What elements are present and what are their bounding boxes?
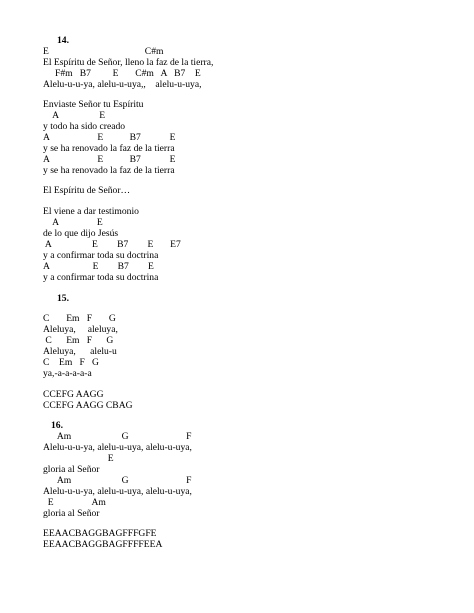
note-line: CCEFG AAGG CBAG [43, 400, 133, 411]
chord-line: C Em F G [43, 357, 99, 368]
lyric-line: Alelu-u-u-ya, alelu-u-uya,, alelu-u-uya, [43, 79, 202, 90]
lyric-line: El Espíritu de Señor, lleno la faz de la tierra, [43, 57, 214, 68]
lyric-line: Enviaste Señor tu Espíritu [43, 99, 144, 110]
chord-line: A E [43, 110, 106, 121]
chord-line: A E B7 E E7 [43, 239, 181, 250]
chord-line: E C#m [43, 46, 164, 57]
song-number: 16. [51, 420, 63, 431]
lyric-line: y todo ha sido creado [43, 121, 126, 132]
song-number: 14. [57, 35, 69, 46]
chord-line: C Em F G [43, 335, 114, 346]
lyric-line: Alelu-u-u-ya, alelu-u-uya, alelu-u-uya, [43, 442, 192, 453]
lyric-line: gloria al Señor [43, 464, 100, 475]
chord-line: C Em F G [43, 313, 116, 324]
lyric-line: de lo que dijo Jesús [43, 228, 119, 239]
lyric-line: y a confirmar toda su doctrina [43, 250, 159, 261]
chord-line: F#m B7 E C#m A B7 E [43, 68, 201, 79]
song-number: 15. [57, 293, 69, 304]
note-line: EEAACBAGGBAGFFFFEEA [43, 539, 163, 550]
lyric-line: Aleluya, aleluya, [43, 324, 118, 335]
lyric-line: El viene a dar testimonio [43, 206, 139, 217]
lyric-line: y se ha renovado la faz de la tierra [43, 165, 175, 176]
chord-line: A E B7 E [43, 154, 176, 165]
chord-line: E Am [43, 497, 106, 508]
lyric-line: ya,-a-a-a-a-a [43, 368, 92, 379]
chord-line: A E B7 E [43, 132, 176, 143]
lyric-line: Alelu-u-u-ya, alelu-u-uya, alelu-u-uya, [43, 486, 192, 497]
chord-line: E [43, 453, 114, 464]
chord-line: A E B7 E [43, 261, 154, 272]
lyric-line: El Espíritu de Señor… [43, 185, 131, 196]
note-line: CCEFG AAGG [43, 389, 104, 400]
lyric-line: y se ha renovado la faz de la tierra [43, 143, 175, 154]
lyric-line: y a confirmar toda su doctrina [43, 272, 159, 283]
chord-line: Am G F [43, 431, 192, 442]
chord-line: A E [43, 217, 103, 228]
note-line: EEAACBAGGBAGFFFGFE [43, 528, 157, 539]
lyric-line: Aleluya, alelu-u [43, 346, 117, 357]
lyric-line: gloria al Señor [43, 508, 100, 519]
chord-line: Am G F [43, 475, 192, 486]
